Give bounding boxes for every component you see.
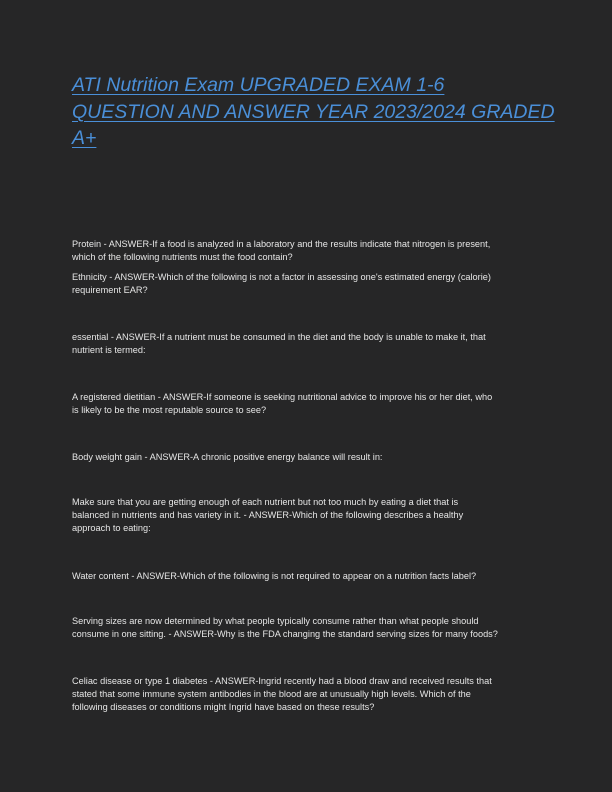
qa-item-ethnicity xyxy=(72,271,542,297)
qa-line: following diseases or conditions might Ingrid have based on these results? xyxy=(72,702,375,713)
qa-line: Water content - ANSWER-Which of the following is not required to appear on a nutrition facts label? xyxy=(72,571,477,581)
title-line: QUESTION AND ANSWER YEAR 2023/2024 GRADED xyxy=(72,100,555,123)
qa-line: nutrient is termed: xyxy=(72,345,146,356)
qa-item-protein xyxy=(72,238,542,264)
qa-line: which of the following nutrients must the food contain? xyxy=(72,252,293,263)
title-line: ATI Nutrition Exam UPGRADED EXAM 1-6 xyxy=(72,74,445,96)
qa-item-serving-sizes xyxy=(72,615,542,641)
qa-line: Ethnicity - ANSWER-Which of the following is not a factor in assessing one's estimated energy (calorie) xyxy=(72,272,491,282)
qa-item-dietitian xyxy=(72,391,542,417)
qa-line: essential - ANSWER-If a nutrient must be consumed in the diet and the body is unable to make it, that xyxy=(72,332,486,342)
qa-item-healthy-approach xyxy=(72,496,542,536)
qa-line: requirement EAR? xyxy=(72,285,148,296)
title-line: A+ xyxy=(72,127,97,149)
qa-line: is likely to be the most reputable source to see? xyxy=(72,405,267,416)
qa-item-water-content xyxy=(72,570,542,583)
qa-line: Serving sizes are now determined by what people typically consume rather than what people should xyxy=(72,616,479,626)
qa-line: stated that some immune system antibodies in the blood are at unusually high levels. Which of the xyxy=(72,689,471,700)
qa-item-celiac xyxy=(72,675,542,715)
document-title xyxy=(72,72,555,152)
qa-line: Make sure that you are getting enough of each nutrient but not too much by eating a diet that is xyxy=(72,497,459,507)
qa-line: Body weight gain - ANSWER-A chronic positive energy balance will result in: xyxy=(72,452,383,462)
qa-item-essential xyxy=(72,331,542,357)
qa-line: balanced in nutrients and has variety in it. - ANSWER-Which of the following describes a healthy xyxy=(72,510,464,521)
qa-line: approach to eating: xyxy=(72,523,151,534)
qa-line: consume in one sitting. - ANSWER-Why is the FDA changing the standard serving sizes for many foods? xyxy=(72,629,498,640)
qa-item-body-weight xyxy=(72,451,542,464)
qa-line: A registered dietitian - ANSWER-If someone is seeking nutritional advice to improve his or her diet, who xyxy=(72,392,493,402)
qa-line: Celiac disease or type 1 diabetes - ANSWER-Ingrid recently had a blood draw and received results that xyxy=(72,676,492,686)
qa-line: Protein - ANSWER-If a food is analyzed in a laboratory and the results indicate that nitrogen is present, xyxy=(72,239,491,249)
